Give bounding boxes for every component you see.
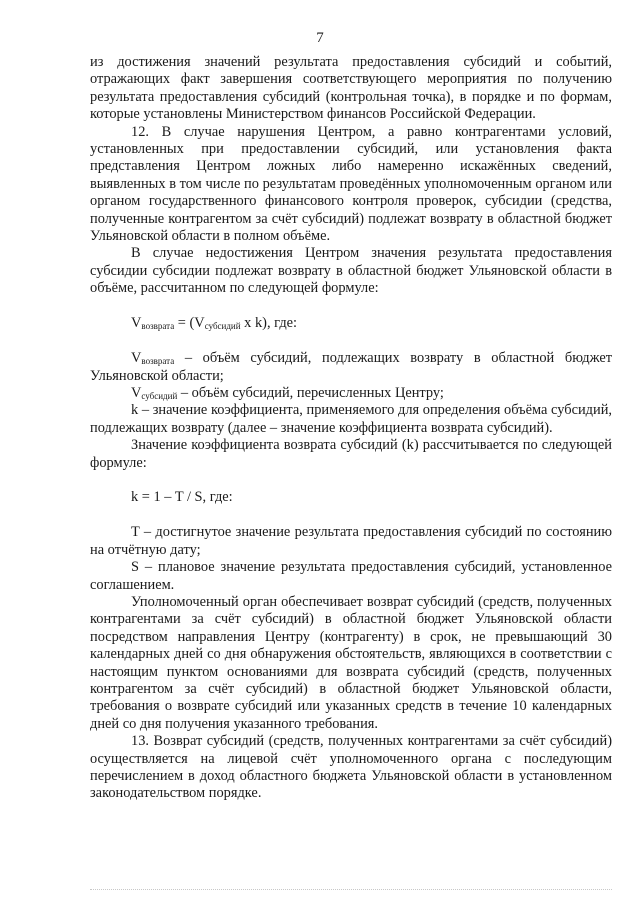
- definition-v-subsidy: $V_{субсидий}$ – объём субсидий, перечисленных Центру;: [131, 384, 444, 401]
- definition-t: T – достигнутое значение результата предоставления субсидий по состоянию на отчётную дату;: [90, 524, 612, 558]
- definition-v-return: $V_{возврата}$ – объём субсидий, подлежащих возврату в областной бюджет Ульяновской области;: [90, 350, 612, 384]
- paragraph-authorized-body: Уполномоченный орган обеспечивает возврат субсидий (средств, полученных контрагентами за счёт субсидий) в областной бюджет Ульяновской области посредством направления Центру (контрагенту) в срок, не превышающий 30 календарных дней со дня обнаружения обстоятельств, являющихся в соответствии с настоящим пунктом основаниями для возврата субсидий (средств, полученных контрагентом за счёт субсидий) в областной бюджет Ульяновской области, требования о возврате субсидий или указанных средств в течение 10 календарных дней со дня получения указанного требования.: [90, 593, 612, 732]
- definition-k: k – значение коэффициента, применяемого для определения объёма субсидий, подлежащих возврату (далее – значение коэффициента возврата субсидий).: [90, 402, 612, 436]
- paragraph-12: 12. В случае нарушения Центром, а равно контрагентами условий, установленных при предоставлении субсидий, или установления факта представления Центром ложных либо намеренно искажённых сведений, выявленных в том числе по результатам проведённых уполномоченным органом или органом государственного финансового контроля проверок, субсидии (средства, полученные контрагентом за счёт субсидий) подлежат возврату в областной бюджет Ульяновской области в полном объёме.: [90, 123, 612, 245]
- document-body: [90, 54, 612, 803]
- page-number: 7: [316, 30, 324, 46]
- formula-rest: x k), где:: [240, 314, 298, 331]
- definition-s: S – плановое значение результата предоставления субсидий, установленное соглашением.: [90, 559, 612, 593]
- formula-v: V: [131, 314, 142, 331]
- formula-eq-open: = (V: [174, 314, 205, 331]
- formula-return-volume: [90, 315, 612, 332]
- scan-edge-marks: [90, 886, 612, 890]
- formula-sub-return: возврата: [141, 320, 175, 331]
- paragraph-13: 13. Возврат субсидий (средств, полученных контрагентами за счёт субсидий) осуществляется на лицевой счёт уполномоченного органа с последующим перечислением в доход областного бюджета Ульяновской области в установленном законодательством порядке.: [90, 733, 612, 802]
- paragraph-non-achievement: В случае недостижения Центром значения результата предоставления субсидии субсидии подлежат возврату в областной бюджет Ульяновской области в объёме, рассчитанном по следующей формуле:: [90, 245, 612, 297]
- definition-k-calc: Значение коэффициента возврата субсидий (k) рассчитывается по следующей формуле:: [90, 437, 612, 471]
- formula-coefficient: k = 1 – T / S, где:: [131, 488, 233, 505]
- formula-sub-subsidy: субсидий: [204, 320, 241, 331]
- paragraph-continuation: из достижения значений результата предоставления субсидий и событий, отражающих факт завершения соответствующего мероприятия по получению результата предоставления субсидий (контрольная точка), в порядке и по формам, которые установлены Министерством финансов Российской Федерации.: [90, 54, 612, 123]
